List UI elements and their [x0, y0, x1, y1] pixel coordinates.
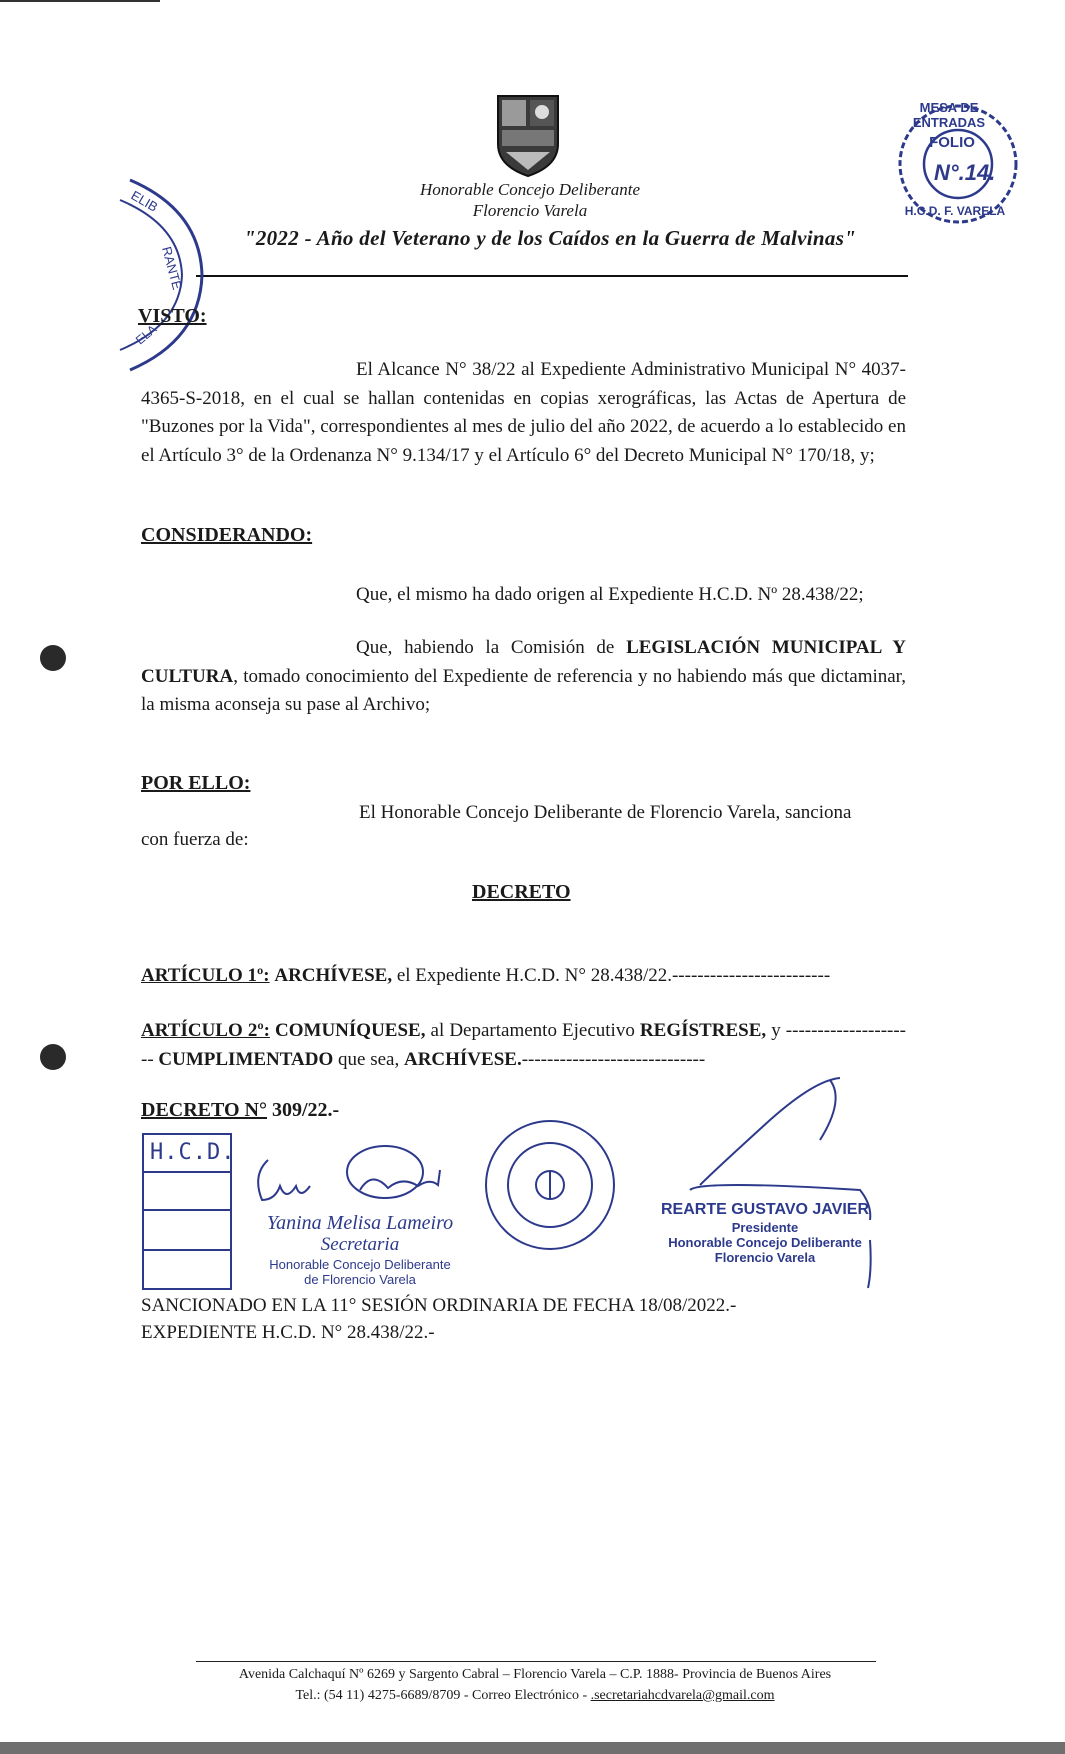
decree-number-value: 309/22.-	[267, 1099, 340, 1121]
por-ello-heading: POR ELLO:	[141, 772, 251, 794]
folio-number: N°.14.	[934, 160, 996, 185]
scan-edge-line	[0, 0, 160, 2]
folio-label: FOLIO	[929, 134, 975, 151]
municipal-crest-icon	[494, 92, 562, 178]
decreto-heading: DECRETO	[472, 881, 571, 903]
decree-number-label: DECRETO N°	[141, 1099, 267, 1121]
punch-hole	[40, 645, 66, 671]
visto-paragraph: El Alcance N° 38/22 al Expediente Administrativo Municipal N° 4037-4365-S-2018, en el cual se hallan contenidas en copias xerográficas, las Actas de Apertura de "Buzones por la Vida", correspondientes al mes de julio del año 2022, de acuerdo a lo establecido en el Artículo 3° de la Ordenanza N° 9.134/17 y el Artículo 6° del Decreto Municipal N° 170/18, y;	[141, 359, 906, 466]
article-2-text-1: al Departamento Ejecutivo	[425, 1020, 640, 1041]
svg-text:ELA: ELA	[132, 321, 160, 348]
folio-stamp-top-text: MESA DE ENTRADAS	[912, 100, 986, 130]
decree-number	[141, 1099, 339, 1122]
secretary-org: Honorable Concejo Deliberante	[269, 1257, 451, 1272]
year-motto: "2022 - Año del Veterano y de los Caídos en la Guerra de Malvinas"	[243, 226, 857, 250]
hcd-box-label: H.C.D.	[150, 1140, 236, 1165]
expediente-line: EXPEDIENTE H.C.D. N° 28.438/22.-	[141, 1322, 435, 1343]
secretary-role: Secretaria	[320, 1234, 400, 1255]
folio-stamp-bottom-text: H.C.D. F. VARELA	[904, 204, 1006, 218]
president-org: Honorable Concejo Deliberante	[668, 1235, 862, 1250]
article-1-verb: ARCHÍVESE,	[274, 965, 393, 986]
institution-name: Honorable Concejo Deliberante	[419, 180, 640, 199]
footer-contact	[150, 1688, 920, 1704]
considerando-paragraph-1: Que, el mismo ha dado origen al Expediente H.C.D. Nº 28.438/22;	[356, 584, 864, 605]
article-2	[141, 1017, 906, 1074]
sanction-line: SANCIONADO EN LA 11° SESIÓN ORDINARIA DE FECHA 18/08/2022.-	[141, 1295, 737, 1316]
footer-divider	[196, 1661, 876, 1662]
article-1-text: el Expediente H.C.D. N° 28.438/22.-------------------------	[392, 965, 831, 986]
article-2-text-4: -----------------------------	[521, 1048, 706, 1070]
footer-address: Avenida Calchaquí Nº 6269 y Sargento Cabral – Florencio Varela – C.P. 1888- Provincia de Buenos Aires	[238, 1667, 832, 1682]
article-2-verb-2: REGÍSTRESE,	[639, 1020, 767, 1041]
secretary-org-city: de Florencio Varela	[304, 1272, 416, 1287]
partial-seal-icon	[90, 170, 210, 380]
article-2-text-3: que sea,	[333, 1048, 404, 1070]
considerando-heading: CONSIDERANDO:	[141, 524, 313, 546]
article-2-verb-1: COMUNÍQUESE,	[275, 1020, 426, 1041]
p2-start: Que, habiendo la Comisión de	[356, 637, 627, 658]
president-role: Presidente	[731, 1220, 799, 1235]
institution-city: Florencio Varela	[472, 201, 588, 220]
por-ello-text-2: con fuerza de:	[141, 829, 249, 850]
considerando-paragraph-2	[141, 634, 906, 720]
secretary-name: Yanina Melisa Lameiro	[266, 1212, 454, 1234]
article-2-text-2: y ---------------------	[141, 1020, 907, 1070]
president-org-city: Florencio Varela	[714, 1250, 816, 1265]
punch-hole	[40, 1044, 66, 1070]
commission-name: LEGISLACIÓN MUNICIPAL Y CULTURA	[141, 637, 906, 687]
article-2-verb-4: ARCHÍVESE.	[403, 1048, 522, 1070]
article-2-label: ARTÍCULO 2º:	[141, 1020, 270, 1041]
visto-heading: VISTO:	[138, 305, 207, 327]
article-1-label: ARTÍCULO 1º:	[141, 965, 270, 986]
scan-bottom-edge	[0, 1742, 1065, 1754]
header-divider	[196, 275, 908, 277]
article-1	[141, 962, 906, 991]
footer-email[interactable]: .secretariahcdvarela@gmail.com	[590, 1688, 775, 1703]
president-name: REARTE GUSTAVO JAVIER	[660, 1201, 870, 1218]
footer-tel: Tel.: (54 11) 4275-6689/8709 - Correo Electrónico -	[295, 1688, 591, 1703]
svg-text:ELIB: ELIB	[128, 187, 161, 215]
p2-end: , tomado conocimiento del Expediente de referencia y no habiendo más que dictaminar, la misma aconseja su pase al Archivo;	[141, 665, 906, 715]
por-ello-text: El Honorable Concejo Deliberante de Florencio Varela, sanciona	[359, 802, 852, 823]
svg-text:RANTE: RANTE	[159, 244, 185, 292]
article-2-verb-3: CUMPLIMENTADO	[158, 1048, 334, 1070]
